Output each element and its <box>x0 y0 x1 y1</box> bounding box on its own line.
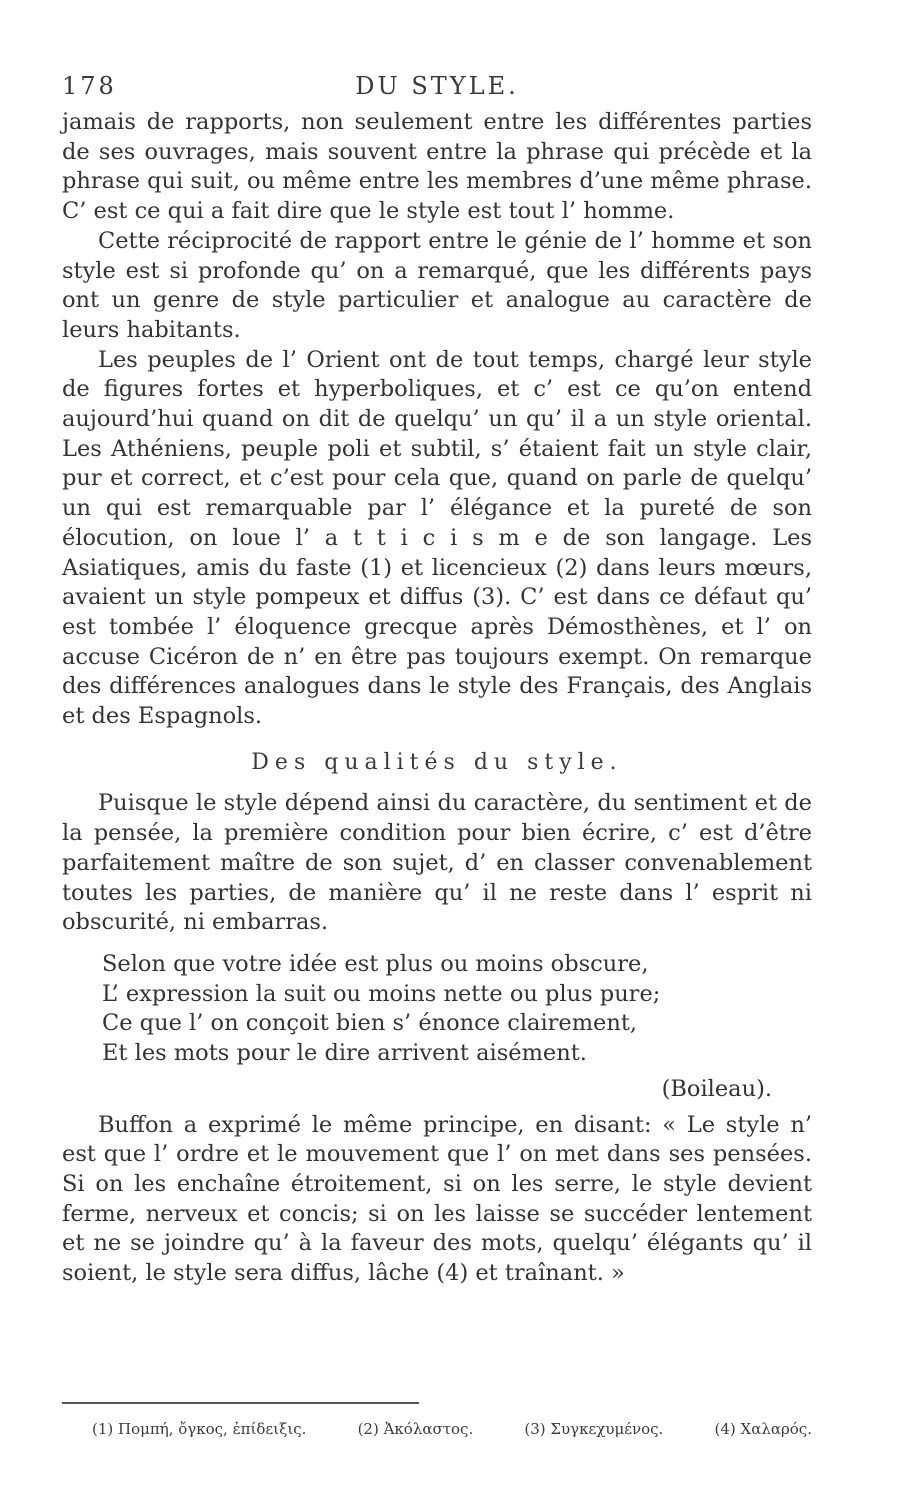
footnote-2: (2) Ἀκόλαστος. <box>357 1420 474 1438</box>
verse-line: Et les mots pour le dire arrivent aisément. <box>102 1040 587 1067</box>
verse-line: Ce que l’ on conçoit bien s’ énonce clairement, <box>102 1010 638 1037</box>
paragraph-1: jamais de rapports, non seulement entre les différentes parties de ses ouvrages, mais souvent entre la phrase qui précède et la phrase qui suit, ou même entre les membres d’une même phrase. C’ est ce qui a fait dire que le style est tout l’ homme. <box>62 109 812 225</box>
paragraph-3: Les peuples de l’ Orient ont de tout temps, chargé leur style de figures fortes et hyperboliques, et c’ est ce qu’on entend aujourd’hui quand on dit de quelqu’ un qu’ il a un style oriental. Les Athéniens, peuple poli et subtil, s’ étaient fait un style clair, pur et correct, et c’est pour cela que, quand on parle de quelqu’ un qui est remarquable par l’ élégance et la pureté de son élocution, on loue l’ a t t i c i s m e de son langage. Les Asiatiques, amis du faste (1) et licencieux (2) dans leurs mœurs, avaient un style pompeux et diffus (3). C’ est dans ce défaut qu’ est tombée l’ éloquence grecque après Démosthènes, et l’ on accuse Cicéron de n’ en être pas toujours exempt. On remarque des différences analogues dans le style des Français, des Anglais et des Espagnols. <box>62 346 812 730</box>
page-header <box>62 62 812 108</box>
running-title: DU STYLE. <box>355 72 519 100</box>
footnotes <box>92 1420 812 1438</box>
section-heading: Des qualités du style. <box>251 749 623 775</box>
main-text <box>62 108 812 1289</box>
paragraph-2: Cette réciprocité de rapport entre le génie de l’ homme et son style est si profonde qu’ on a remarqué, que les différents pays ont un genre de style particulier et analogue au caractère de leurs habitants. <box>62 227 812 343</box>
verse-line: L’ expression la suit ou moins nette ou plus pure; <box>102 980 661 1007</box>
closing-paragraph: Buffon a exprimé le même principe, en disant: « Le style n’ est que l’ ordre et le mouvement que l’ on met dans ses pensées. Si on les enchaîne étroitement, si on les serre, le style devient ferme, nerveux et concis; si on les laisse se succéder lentement et ne se joindre qu’ à la faveur des mots, quelqu’ élégants qu’ il soient, le style sera diffus, lâche (4) et traînant. » <box>62 1111 812 1287</box>
verse-quotation <box>102 950 812 1069</box>
page-number: 178 <box>62 72 117 100</box>
footnote-1: (1) Πομπή, ὄγκος, ἐπίδειξις. <box>92 1420 307 1438</box>
footnote-4: (4) Χαλαρός. <box>714 1420 812 1438</box>
footnote-rule <box>62 1402 419 1404</box>
verse-line: Selon que votre idée est plus ou moins obscure, <box>102 950 649 977</box>
section-paragraph: Puisque le style dépend ainsi du caractère, du sentiment et de la pensée, la première condition pour bien écrire, c’ est d’être parfaitement maître de son sujet, d’ en classer convenablement toutes les parties, de manière qu’ il ne reste dans l’ esprit ni obscurité, ni embarras. <box>62 790 812 936</box>
footnote-3: (3) Συγκεχυμένος. <box>524 1420 664 1438</box>
verse-attribution: (Boileau). <box>661 1075 772 1102</box>
